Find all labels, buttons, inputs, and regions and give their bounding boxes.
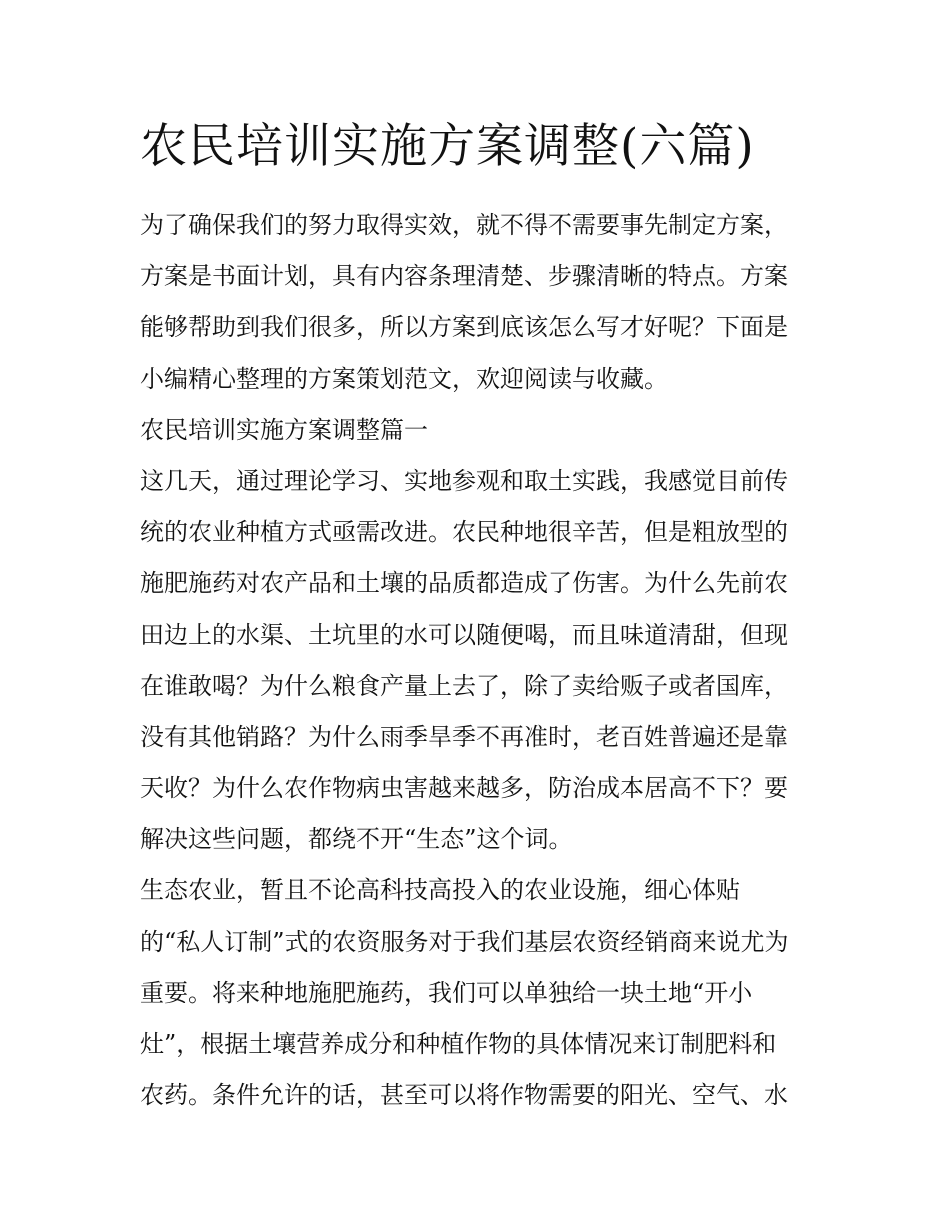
section-heading: 农民培训实施方案调整篇一 [140,415,428,444]
paragraph-2-line-5: 农药。条件允许的话，甚至可以将作物需要的阳光、空气、水 [140,1081,788,1110]
paragraph-2-line-2: 的“私人订制”式的农资服务对于我们基层农资经销商来说尤为 [140,927,789,956]
document-body [140,200,830,1121]
intro-line-4: 小编精心整理的方案策划范文，欢迎阅读与收藏。 [140,364,668,393]
intro-line-2: 方案是书面计划，具有内容条理清楚、步骤清晰的特点。方案 [140,262,788,291]
paragraph-2-line-1: 生态农业，暂且不论高科技高投入的农业设施，细心体贴 [140,876,740,905]
paragraph-1-line-1: 这几天，通过理论学习、实地参观和取土实践，我感觉目前传 [140,466,788,495]
document-title: 农民培训实施方案调整(六篇) [140,119,755,174]
paragraph-1-line-7: 天收？为什么农作物病虫害越来越多，防治成本居高不下？要 [140,774,788,803]
paragraph-1-line-5: 在谁敢喝？为什么粮食产量上去了，除了卖给贩子或者国库， [140,671,788,700]
paragraph-2-line-3: 重要。将来种地施肥施药，我们可以单独给一块土地“开小 [140,978,753,1007]
paragraph-1-line-4: 田边上的水渠、土坑里的水可以随便喝，而且味道清甜，但现 [140,620,788,649]
intro-line-1: 为了确保我们的努力取得实效，就不得不需要事先制定方案， [140,211,788,239]
intro-line-3: 能够帮助到我们很多，所以方案到底该怎么写才好呢？下面是 [140,313,788,342]
paragraph-1-line-3: 施肥施药对农产品和土壤的品质都造成了伤害。为什么先前农 [140,569,788,598]
paragraph-1-line-2: 统的农业种植方式亟需改进。农民种地很辛苦，但是粗放型的 [140,518,788,547]
paragraph-1-line-8: 解决这些问题，都绕不开“生态”这个词。 [140,825,573,854]
paragraph-1-line-6: 没有其他销路？为什么雨季旱季不再准时，老百姓普遍还是靠 [140,722,788,751]
paragraph-2-line-4: 灶”，根据土壤营养成分和种植作物的具体情况来订制肥料和 [140,1030,777,1058]
